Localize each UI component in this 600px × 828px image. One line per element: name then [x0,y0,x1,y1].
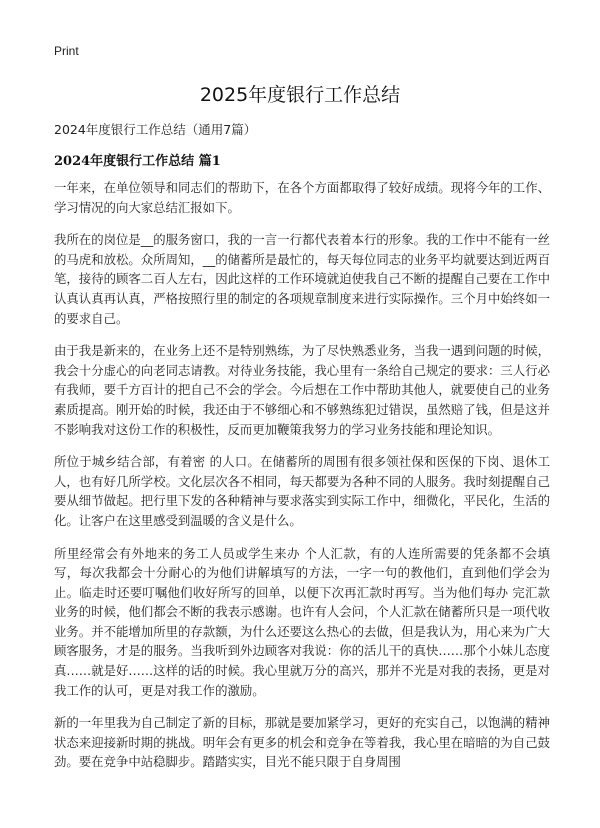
document-body [54,178,550,785]
document-subtitle: 2024年度银行工作总结（通用7篇） [54,122,257,137]
paragraph-location: 所位于城乡结合部，有着密 的人口。在储蓄所的周围有很多领社保和医保的下岗、退休工人，也有好几所学校。文化层次各不相同，每天都要为各种不同的人服务。我时刻提醒自己要从细节做起。把行里下发的各种精神与要求落实到实际工作中，细微化，平民化，生活的化。让客户在这里感受到温暖的含义是什么。 [54,454,550,528]
document-title: 2025年度银行工作总结 [199,84,401,106]
paragraph-remittance: 所里经常会有外地来的务工人员或学生来办 个人汇款，有的人连所需要的凭条都不会填写，每次我都会十分耐心的为他们讲解填写的方法，一字一句的教他们，直到他们学会为止。临走时还要叮嘱他们收好所写的回单，以便下次再汇款时再写。当为他们每办 完汇款业务的时候，他们都会不断的我表示感谢。也许有人会问，个人汇款在储蓄所只是一项代收业务。并不能增加所里的存款额，为什么还要这么热心的去做，但是我认为，用心来为广大顾客服务，才是的服务。当我听到外边顾客对我说：你的活儿干的真快……那个小妹儿态度真……就是好……这样的话的时候。我心里就万分的高兴，那并不光是对我的表扬，更是对我工作的认可，更是对我工作的激励。 [54,545,550,698]
print-link[interactable]: Print [54,44,79,58]
section-heading: 2024年度银行工作总结 篇1 [54,154,221,169]
paragraph-position: 我所在的岗位是__的服务窗口，我的一言一行都代表着本行的形象。我的工作中不能有一丝的马虎和放松。众所周知，__的储蓄所是最忙的，每天每位同志的业务平均就要达到近两百笔，接待的顾客二百人左右，因此这样的工作环境就迫使我自己不断的提醒自己要在工作中认真认真再认真，严格按照行里的制定的各项规章制度来进行实际操作。三个月中始终如一的要求自己。 [54,232,550,326]
paragraph-intro: 一年来，在单位领导和同志们的帮助下，在各个方面都取得了较好成绩。现将今年的工作、学习情况的向大家总结汇报如下。 [54,180,550,215]
paragraph-learning: 由于我是新来的，在业务上还不是特别熟练，为了尽快熟悉业务，当我一遇到问题的时候，我会十分虚心的向老同志请教。对待业务技能，我心里有一条给自己规定的要求：三人行必有我师，要千方百计的把自己不会的学会。今后想在工作中帮助其他人，就要使自己的业务素质提高。刚开始的时候，我还由于不够细心和不够熟练犯过错误，虽然赔了钱，但是这并不影响我对这份工作的积极性，反而更加鞭策我努力的学习业务技能和理论知识。 [54,343,550,437]
paragraph-new-year: 新的一年里我为自己制定了新的目标，那就是要加紧学习，更好的充实自己，以饱满的精神状态来迎接新时期的挑战。明年会有更多的机会和竞争在等着我，我心里在暗暗的为自己鼓劲。要在竞争中站稳脚步。踏踏实实，目光不能只限于自身周围 [54,715,550,770]
